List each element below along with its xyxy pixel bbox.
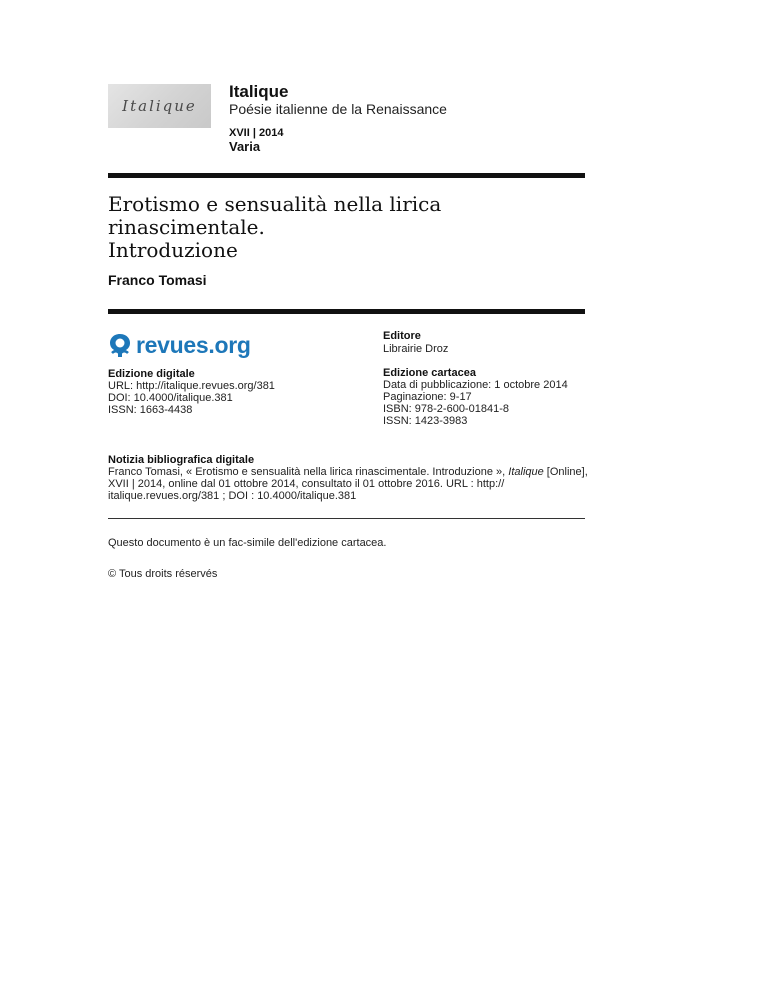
- facsimile-note: Questo documento è un fac-simile dell'edizione cartacea.: [108, 537, 387, 549]
- top-divider: [108, 173, 585, 178]
- section-name: Varia: [229, 139, 261, 154]
- citation-journal: Italique: [508, 466, 544, 478]
- print-isbn: ISBN: 978-2-600-01841-8: [383, 403, 509, 415]
- citation-line-2: XVII | 2014, online dal 01 ottobre 2014, consultato il 01 ottobre 2016. URL : http://: [108, 478, 505, 490]
- digital-edition-heading: Edizione digitale: [108, 368, 195, 380]
- print-issn: ISSN: 1423-3983: [383, 415, 468, 427]
- revues-leaf-icon: [108, 331, 132, 359]
- citation-heading: Notizia bibliografica digitale: [108, 454, 255, 466]
- issue-number: XVII | 2014: [229, 127, 284, 139]
- journal-title: Italique: [229, 82, 289, 101]
- print-date: Data di pubblicazione: 1 octobre 2014: [383, 379, 568, 391]
- citation-line-1: [108, 466, 588, 478]
- editore-heading: Editore: [383, 330, 421, 342]
- article-title-line-2: Introduzione: [108, 238, 238, 262]
- digital-url[interactable]: URL: http://italique.revues.org/381: [108, 380, 275, 392]
- print-edition-heading: Edizione cartacea: [383, 367, 476, 379]
- journal-subtitle: Poésie italienne de la Renaissance: [229, 101, 447, 117]
- digital-doi[interactable]: DOI: 10.4000/italique.381: [108, 392, 233, 404]
- article-title: [108, 193, 588, 262]
- journal-logo: [108, 84, 211, 128]
- citation-text-post: [Online],: [543, 466, 588, 478]
- rights-note: © Tous droits réservés: [108, 568, 218, 580]
- print-pages: Paginazione: 9-17: [383, 391, 472, 403]
- citation-line-3[interactable]: italique.revues.org/381 ; DOI : 10.4000/italique.381: [108, 490, 357, 502]
- article-author: Franco Tomasi: [108, 272, 207, 288]
- citation-text-pre: Franco Tomasi, « Erotismo e sensualità nella lirica rinascimentale. Introduzione »,: [108, 466, 509, 478]
- middle-divider: [108, 309, 585, 314]
- digital-issn: ISSN: 1663-4438: [108, 404, 193, 416]
- editore-name: Librairie Droz: [383, 343, 449, 355]
- article-title-line-1: Erotismo e sensualità nella lirica rinascimentale.: [108, 192, 442, 239]
- revues-org-wordmark: revues.org: [136, 331, 251, 358]
- bottom-divider: [108, 518, 585, 519]
- revues-org-logo[interactable]: [108, 331, 251, 359]
- journal-logo-text: Italique: [122, 97, 197, 115]
